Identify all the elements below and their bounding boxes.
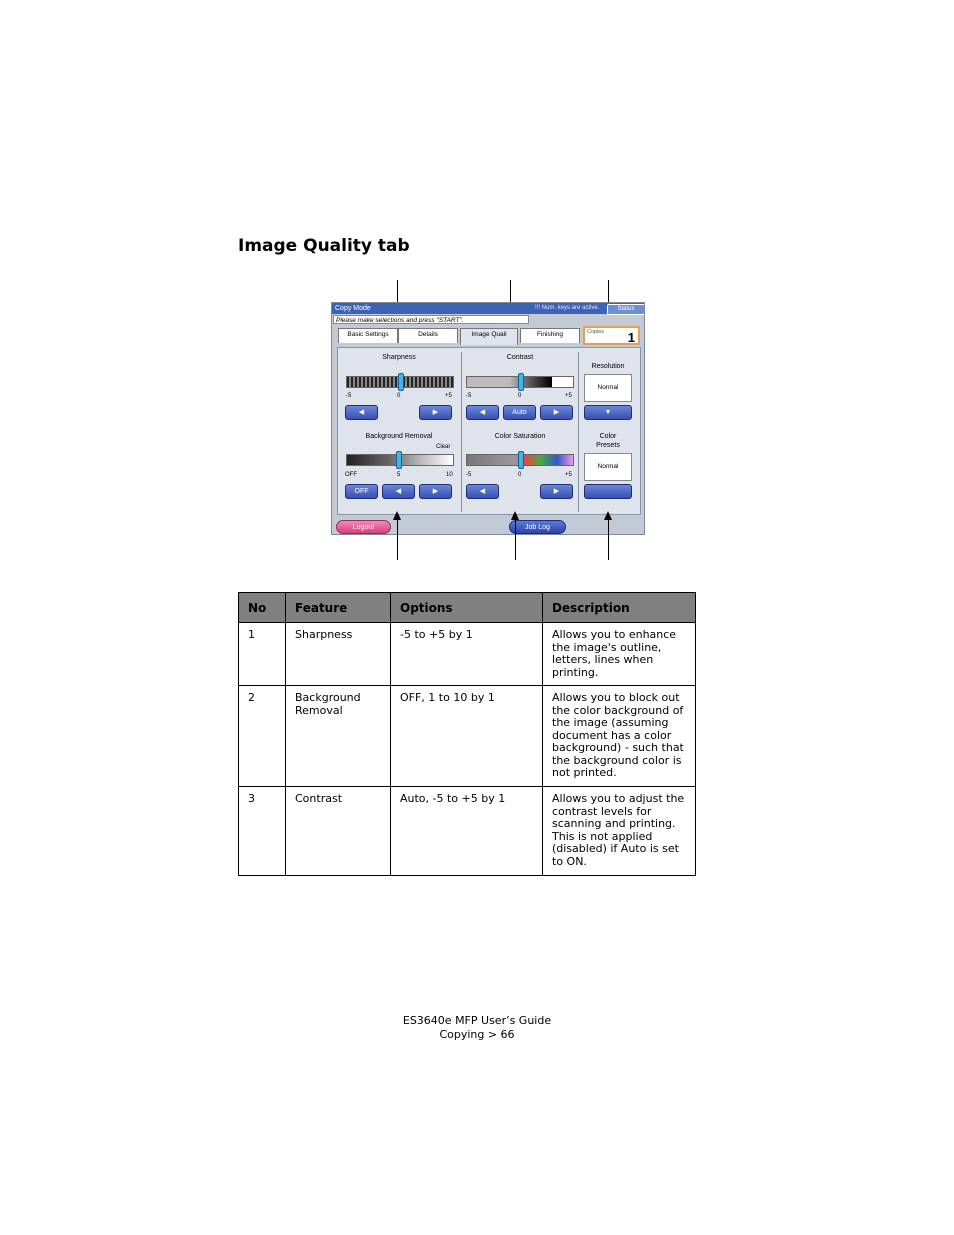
color-saturation-decrease-button[interactable]: [466, 484, 499, 499]
header-no: No: [239, 593, 286, 623]
contrast-auto-button[interactable]: Auto: [503, 405, 536, 420]
cell-no: 2: [239, 686, 286, 787]
header-options: Options: [391, 593, 543, 623]
footer-guide-title: ES3640e MFP User’s Guide: [402, 1014, 552, 1027]
left-arrow-icon: ◀: [358, 409, 365, 416]
cell-no: 3: [239, 787, 286, 876]
contrast-label: Contrast: [506, 354, 534, 361]
left-arrow-icon: ◀: [479, 409, 486, 416]
background-removal-min: OFF: [345, 472, 357, 478]
cell-no: 1: [239, 623, 286, 686]
copy-mode-screen: [331, 302, 645, 535]
tab-basic-settings[interactable]: Basic Settings: [338, 328, 398, 343]
down-arrow-icon: ▼: [604, 409, 612, 416]
callout-line-5: [515, 519, 516, 560]
resolution-dropdown-button[interactable]: [584, 405, 632, 420]
cell-options: Auto, -5 to +5 by 1: [391, 787, 543, 876]
footer-page-ref: Copying > 66: [439, 1028, 515, 1041]
tab-image-quality[interactable]: Image Quali: [460, 328, 518, 345]
color-saturation-mid: 0: [518, 472, 522, 478]
status-button[interactable]: Status: [607, 304, 645, 315]
column-divider-1: [461, 352, 462, 512]
color-saturation-increase-button[interactable]: [540, 484, 573, 499]
logout-button[interactable]: Logout: [336, 520, 391, 534]
color-presets-value: Normal: [584, 453, 632, 481]
right-arrow-icon: ▶: [432, 488, 439, 495]
contrast-max: +5: [565, 393, 572, 399]
image-quality-content: [337, 347, 641, 515]
sharpness-label: Sharpness: [382, 354, 416, 361]
copies-counter: [583, 326, 640, 345]
instruction-prompt: Please make selections and press "START".: [333, 315, 529, 324]
contrast-thumb[interactable]: [518, 373, 524, 391]
resolution-label: Resolution: [591, 363, 625, 370]
color-saturation-min: -5: [466, 472, 472, 478]
color-saturation-thumb[interactable]: [518, 451, 524, 469]
tab-details[interactable]: Details: [398, 328, 458, 343]
sharpness-thumb[interactable]: [398, 373, 404, 391]
color-presets-label-2: Presets: [596, 442, 620, 449]
table-row: [239, 787, 696, 876]
job-log-button[interactable]: Job Log: [509, 520, 566, 534]
num-keys-notice: !!! Num. keys are active.: [535, 305, 600, 311]
contrast-decrease-button[interactable]: [466, 405, 499, 420]
background-removal-thumb[interactable]: [396, 451, 402, 469]
background-removal-label: Background Removal: [365, 433, 433, 440]
color-saturation-label: Color Saturation: [494, 433, 546, 440]
cell-options: OFF, 1 to 10 by 1: [391, 686, 543, 787]
cell-description: Allows you to adjust the contrast levels for scanning and printing. This is not applied (disabled) if Auto is set to ON.: [543, 787, 696, 876]
section-heading: Image Quality tab: [238, 236, 410, 256]
header-feature: Feature: [286, 593, 391, 623]
color-presets-button[interactable]: [584, 484, 632, 499]
background-removal-max: 10: [446, 472, 453, 478]
sharpness-decrease-button[interactable]: [345, 405, 378, 420]
sharpness-mid: 0: [397, 393, 401, 399]
left-arrow-icon: ◀: [395, 488, 402, 495]
copies-label: Copies: [587, 329, 605, 335]
table-header-row: [239, 593, 696, 623]
background-removal-increase-button[interactable]: [419, 484, 452, 499]
background-removal-clear: Clear: [436, 444, 451, 450]
sharpness-max: +5: [445, 393, 452, 399]
background-removal-mid: 5: [397, 472, 401, 478]
left-arrow-icon: ◀: [479, 488, 486, 495]
color-saturation-max: +5: [565, 472, 572, 478]
sharpness-increase-button[interactable]: [419, 405, 452, 420]
cell-feature: Background Removal: [286, 686, 391, 787]
background-removal-decrease-button[interactable]: [382, 484, 415, 499]
contrast-mid: 0: [518, 393, 522, 399]
cell-feature: Sharpness: [286, 623, 391, 686]
background-removal-off-button[interactable]: OFF: [345, 484, 378, 499]
color-presets-label-1: Color: [599, 433, 617, 440]
color-saturation-slider[interactable]: [466, 454, 574, 466]
screen-titlebar: [332, 303, 644, 314]
right-arrow-icon: ▶: [553, 488, 560, 495]
screen-title: Copy Mode: [335, 305, 371, 312]
header-description: Description: [543, 593, 696, 623]
right-arrow-icon: ▶: [432, 409, 439, 416]
sharpness-slider[interactable]: [346, 376, 454, 388]
resolution-value: Normal: [584, 374, 632, 402]
cell-description: Allows you to block out the color background of the image (assuming document has a color background) - such that the background color is not printed.: [543, 686, 696, 787]
cell-options: -5 to +5 by 1: [391, 623, 543, 686]
contrast-slider[interactable]: [466, 376, 574, 388]
sharpness-min: -5: [346, 393, 352, 399]
feature-table: [238, 592, 696, 876]
table-row: [239, 686, 696, 787]
background-removal-slider[interactable]: [346, 454, 454, 466]
right-arrow-icon: ▶: [553, 409, 560, 416]
copies-value: 1: [627, 330, 635, 345]
cell-feature: Contrast: [286, 787, 391, 876]
contrast-min: -5: [466, 393, 472, 399]
tab-finishing[interactable]: Finishing: [520, 328, 580, 343]
cell-description: Allows you to enhance the image's outline, letters, lines when printing.: [543, 623, 696, 686]
contrast-increase-button[interactable]: [540, 405, 573, 420]
column-divider-2: [578, 352, 579, 512]
table-row: [239, 623, 696, 686]
callout-line-4: [397, 519, 398, 560]
callout-line-6: [608, 519, 609, 560]
